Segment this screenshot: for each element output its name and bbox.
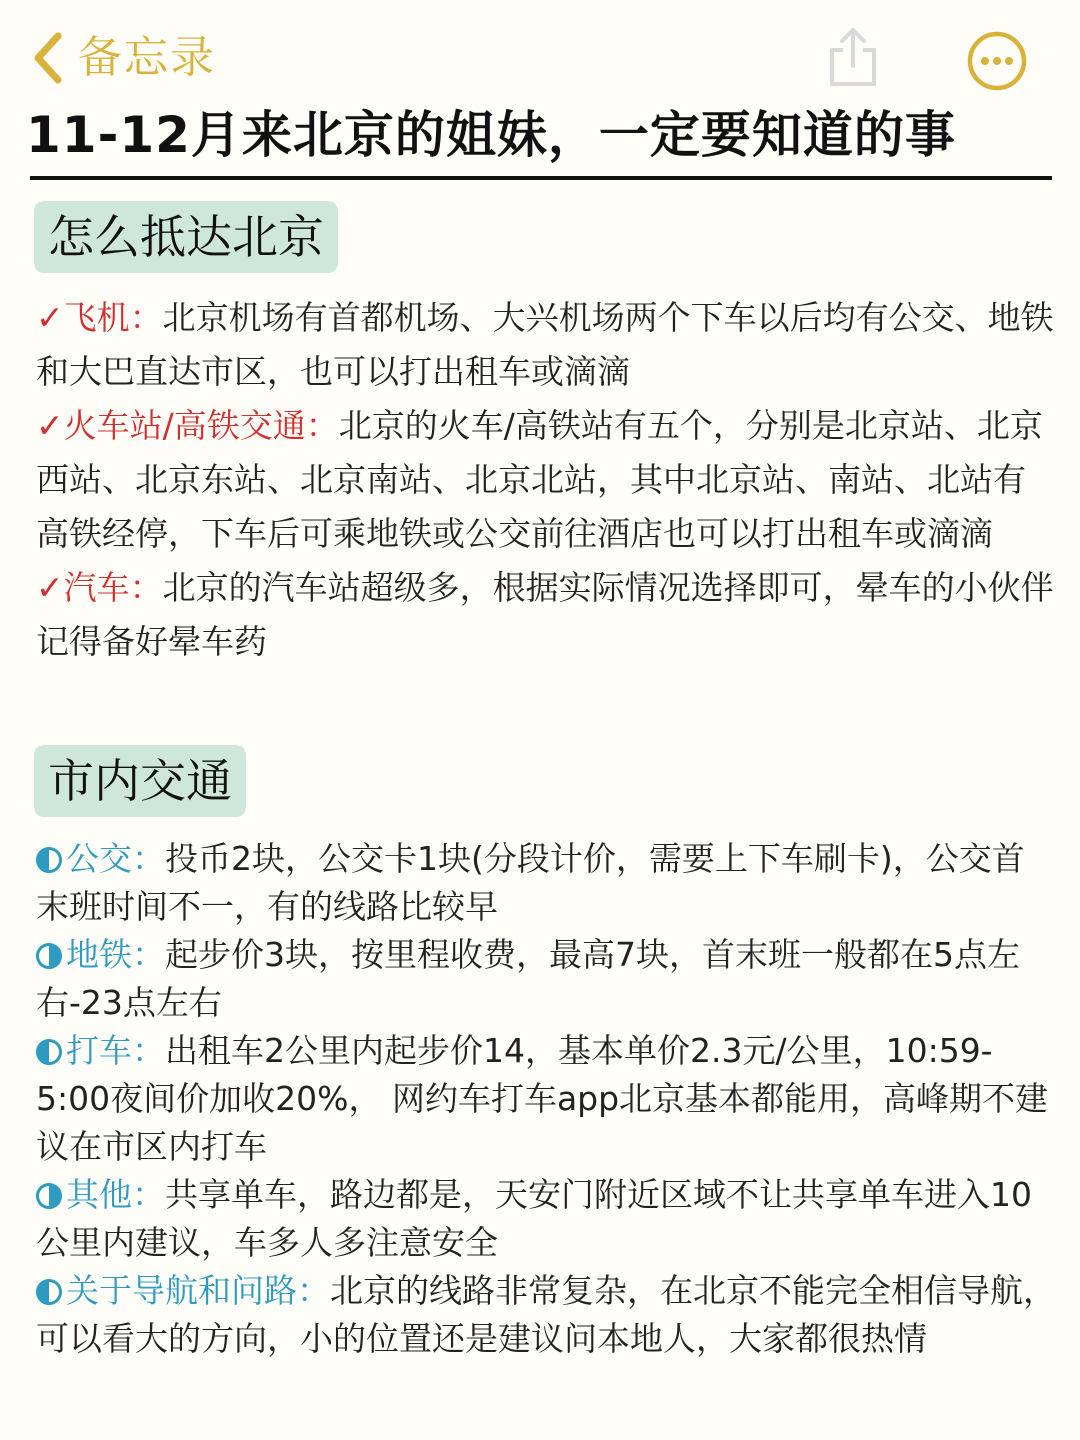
more-button[interactable] bbox=[966, 30, 1028, 96]
section-body-transport bbox=[36, 835, 1056, 1363]
share-button[interactable] bbox=[826, 26, 880, 92]
item-label: 火车站/高铁交通： bbox=[63, 406, 339, 445]
note-title: 11-12月来北京的姐妹，一定要知道的事 bbox=[26, 106, 956, 164]
list-item bbox=[36, 1027, 1056, 1171]
item-label: 地铁： bbox=[66, 935, 165, 974]
list-item bbox=[36, 561, 1056, 669]
half-circle-icon bbox=[36, 943, 62, 969]
section-heading-transport: 市内交通 bbox=[34, 745, 246, 817]
item-label: 打车： bbox=[66, 1031, 165, 1070]
chevron-left-icon bbox=[30, 30, 64, 86]
item-text: 北京的线路非常复杂，在北京不能完全相信导航，可以看大的方向，小的位置还是建议问本地人，大家都很热情 bbox=[36, 1271, 1056, 1358]
list-item bbox=[36, 399, 1056, 561]
half-circle-icon bbox=[36, 1279, 62, 1305]
back-button[interactable] bbox=[30, 28, 216, 88]
title-divider bbox=[30, 176, 1052, 180]
item-text: 北京的汽车站超级多，根据实际情况选择即可，晕车的小伙伴记得备好晕车药 bbox=[36, 568, 1054, 661]
half-circle-icon bbox=[36, 1039, 62, 1065]
item-text: 北京的火车/高铁站有五个，分别是北京站、北京西站、北京东站、北京南站、北京北站，其中北京站、南站、北站有高铁经停，下车后可乘地铁或公交前往酒店也可以打出租车或滴滴 bbox=[36, 406, 1043, 553]
item-text: 起步价3块，按里程收费，最高7块，首末班一般都在5点左右-23点左右 bbox=[36, 935, 1020, 1022]
item-label: 飞机： bbox=[63, 298, 163, 337]
item-label: 公交： bbox=[66, 839, 165, 878]
list-item bbox=[36, 1171, 1056, 1267]
list-item bbox=[36, 291, 1056, 399]
section-heading-arrival: 怎么抵达北京 bbox=[34, 201, 338, 273]
back-label: 备忘录 bbox=[78, 32, 216, 83]
section-body-arrival bbox=[36, 291, 1056, 669]
item-text: 出租车2公里内起步价14，基本单价2.3元/公里，10:59-5:00夜间价加收20%， 网约车打车app北京基本都能用，高峰期不建议在市区内打车 bbox=[36, 1031, 1049, 1166]
more-icon bbox=[966, 30, 1028, 92]
list-item bbox=[36, 931, 1056, 1027]
item-label: 关于导航和问路： bbox=[66, 1271, 330, 1310]
item-text: 共享单车，路边都是，天安门附近区域不让共享单车进入10公里内建议，车多人多注意安全 bbox=[36, 1175, 1032, 1262]
item-label: 其他： bbox=[66, 1175, 165, 1214]
item-label: 汽车： bbox=[63, 568, 163, 607]
share-icon bbox=[826, 26, 880, 88]
top-nav-bar bbox=[0, 0, 1080, 100]
list-item bbox=[36, 1267, 1056, 1363]
half-circle-icon bbox=[36, 1183, 62, 1209]
check-icon: ✓ bbox=[36, 298, 64, 337]
list-item bbox=[36, 835, 1056, 931]
half-circle-icon bbox=[36, 847, 62, 873]
item-text: 北京机场有首都机场、大兴机场两个下车以后均有公交、地铁和大巴直达市区，也可以打出租车或滴滴 bbox=[36, 298, 1054, 391]
check-icon: ✓ bbox=[36, 568, 64, 607]
check-icon: ✓ bbox=[36, 406, 64, 445]
item-text: 投币2块，公交卡1块(分段计价，需要上下车刷卡)，公交首末班时间不一，有的线路比较早 bbox=[36, 839, 1025, 926]
